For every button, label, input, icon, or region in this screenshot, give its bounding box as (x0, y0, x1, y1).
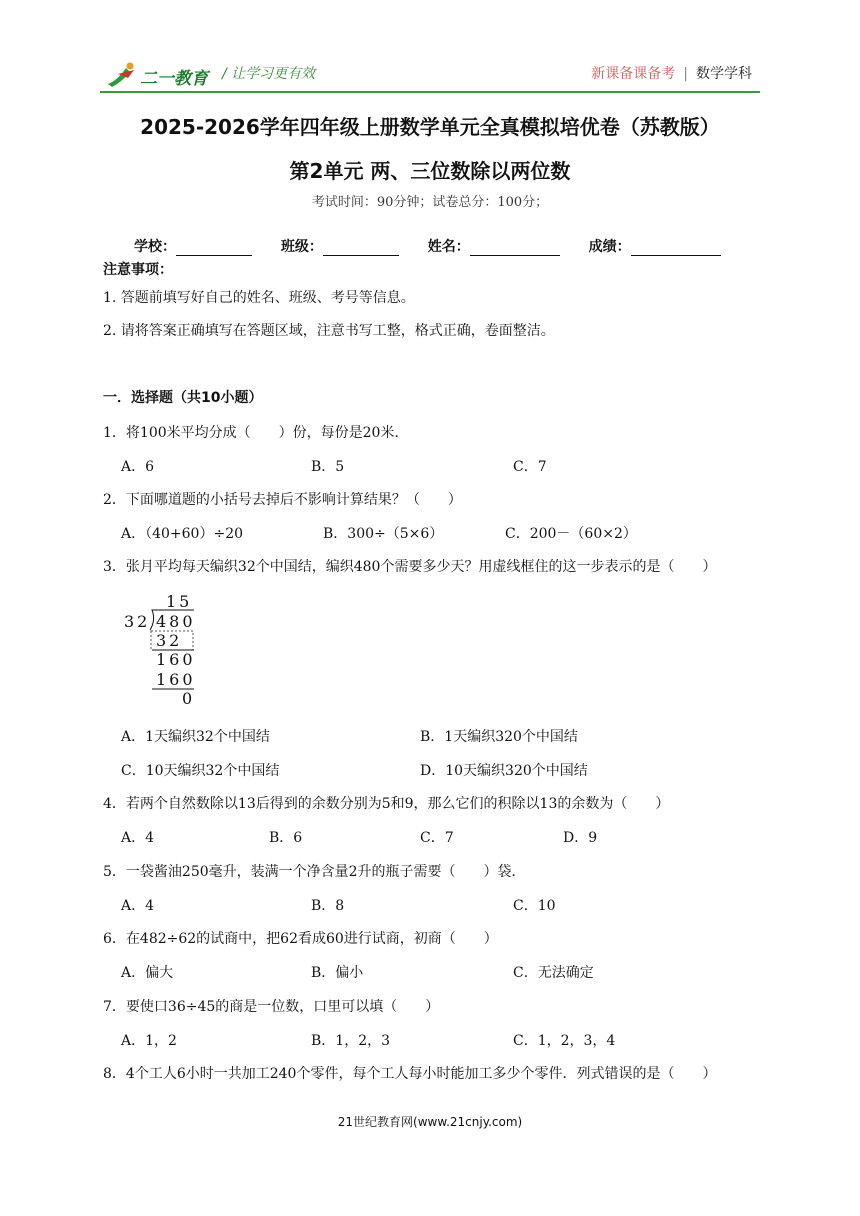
score-blank[interactable] (631, 239, 721, 256)
q2-option-a[interactable]: A．（40+60）÷20 (121, 526, 244, 542)
q2-option-b[interactable]: B．300÷（5×6） (323, 526, 444, 542)
q5-option-a[interactable]: A．4 (121, 898, 155, 914)
long-division-figure (116, 590, 206, 712)
division-quotient: 15 (166, 592, 193, 611)
question-8: 8．4个工人6小时一共加工240个零件，每个工人每小时能加工多少个零件．列式错误的是（ ） (103, 1066, 717, 1082)
question-1: 1．将100米平均分成（ ）份，每份是20米． (103, 425, 409, 441)
score-label: 成绩： (588, 239, 631, 255)
q6-option-b[interactable]: B．偏小 (311, 965, 364, 981)
school-label: 学校： (134, 239, 176, 255)
school-blank[interactable] (176, 239, 252, 256)
slogan: / 让学习更有效 (222, 66, 316, 82)
q1-option-c[interactable]: C．7 (513, 459, 547, 475)
q6-option-c[interactable]: C．无法确定 (513, 965, 594, 981)
header-subject: 数学学科 (696, 66, 752, 82)
q3-option-d[interactable]: D．10天编织320个中国结 (420, 763, 588, 779)
division-step-3: 160 (156, 670, 196, 689)
page-title: 2025-2026学年四年级上册数学单元全真模拟培优卷（苏教版） (140, 115, 720, 139)
note-1: 1. 答题前填写好自己的姓名、班级、考号等信息。 (103, 290, 415, 306)
question-5: 5．一袋酱油250毫升，装满一个净含量2升的瓶子需要（ ）袋． (103, 864, 526, 880)
header-separator: | (683, 66, 688, 82)
question-3: 3．张月平均每天编织32个中国结，编织480个需要多少天？用虚线框住的这一步表示的是（ ） (103, 559, 717, 575)
division-step-1: 32 (156, 631, 183, 650)
logo-text: 二一教育 (140, 69, 208, 89)
division-divisor: 32 (124, 612, 151, 631)
q4-option-d[interactable]: D．9 (563, 830, 598, 846)
question-7: 7．要使口36÷45的商是一位数，口里可以填（ ） (103, 999, 440, 1015)
q4-option-a[interactable]: A．4 (121, 830, 155, 846)
division-step-2: 160 (156, 650, 196, 669)
q4-option-c[interactable]: C．7 (420, 830, 454, 846)
q5-option-c[interactable]: C．10 (513, 898, 556, 914)
q3-option-a[interactable]: A．1天编织32个中国结 (121, 729, 270, 745)
division-dividend: 480 (156, 612, 196, 631)
header-divider (100, 91, 760, 93)
q7-option-a[interactable]: A．1，2 (121, 1033, 177, 1049)
q7-option-c[interactable]: C．1，2，3，4 (513, 1033, 616, 1049)
q2-option-c[interactable]: C．200－（60×2） (505, 526, 637, 542)
question-6: 6．在482÷62的试商中，把62看成60进行试商，初商（ ） (103, 931, 498, 947)
question-4: 4．若两个自然数除以13后得到的余数分别为5和9，那么它们的积除以13的余数为（ ） (103, 796, 670, 812)
class-label: 班级： (280, 239, 323, 255)
q3-option-b[interactable]: B．1天编织320个中国结 (420, 729, 578, 745)
exam-info: 考试时间：90分钟；试卷总分：100分； (311, 195, 549, 210)
division-remainder: 0 (182, 689, 196, 708)
section-heading: 一．选择题（共10小题） (103, 390, 263, 406)
class-blank[interactable] (323, 239, 399, 256)
question-2: 2．下面哪道题的小括号去掉后不影响计算结果？（ ） (103, 492, 462, 508)
unit-title: 第2单元 两、三位数除以两位数 (289, 159, 571, 183)
q1-option-b[interactable]: B．5 (311, 459, 345, 475)
header-right (591, 63, 752, 83)
student-info-row (134, 236, 721, 256)
q3-option-c[interactable]: C．10天编织32个中国结 (121, 763, 280, 779)
q6-option-a[interactable]: A．偏大 (121, 965, 174, 981)
notes-heading: 注意事项： (103, 262, 173, 278)
header-tag-red: 新课备课备考 (591, 66, 676, 82)
note-2: 2. 请将答案正确填写在答题区域，注意书写工整，格式正确，卷面整洁。 (103, 323, 555, 339)
q5-option-b[interactable]: B．8 (311, 898, 345, 914)
q4-option-b[interactable]: B．6 (269, 830, 303, 846)
name-label: 姓名： (427, 239, 470, 255)
name-blank[interactable] (470, 239, 560, 256)
page-footer: 21世纪教育网(www.21cnjy.com) (337, 1115, 523, 1129)
q1-option-a[interactable]: A．6 (121, 459, 155, 475)
q7-option-b[interactable]: B．1，2，3 (311, 1033, 391, 1049)
